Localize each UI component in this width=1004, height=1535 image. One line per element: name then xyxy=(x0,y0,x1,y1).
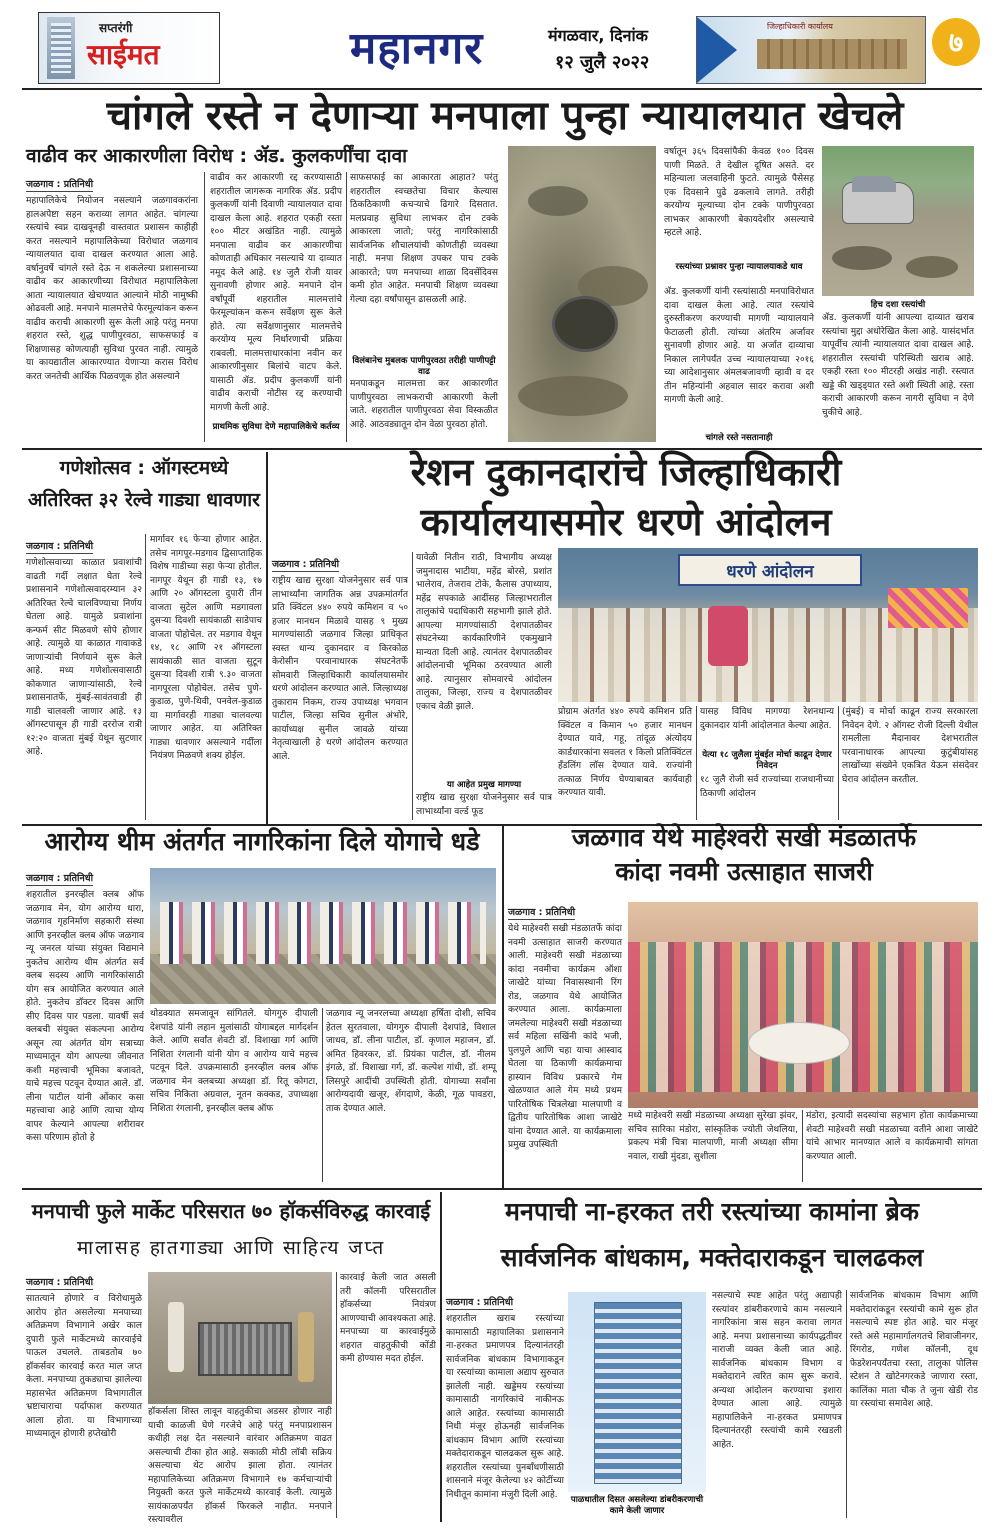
story5-dateline: जळगाव : प्रतिनिधी xyxy=(508,907,576,918)
story1-dateline: जळगाव : प्रतिनिधी xyxy=(26,179,94,190)
story1-col3-sub: विलंबानेच मुबलक पाणीपुरवठा तरीही पाणीपट्टी वाढ xyxy=(352,356,496,377)
supplement-top: सप्तरंगी xyxy=(99,21,133,35)
story2-headline-l2: अतिरिक्त ३२ रेल्वे गाड्या धावणार xyxy=(28,489,260,511)
story1-col3-text: साफसफाई का आकारता आहात? परंतु शहरातील स्वच्छतेचा विचार केल्यास ठिकठिकाणी कचऱ्याचे ढिगारे दिसतात. मलप्रवाह सुविधा लाभकर दोन टक्के आकारला जातो; परंतु नागरिकांसाठी सार्वजनिक शौचालयांची कोणतीही व्यवस्था नाही. मनपा शिक्षण उपकर पाच टक्के आकारते; पण मनपाच्या शाळा दिवसेंदिवस कमी होत आहेत. मनपाची शिक्षण व्यवस्था गेल्या दहा वर्षांपासून ढासळली आहे. xyxy=(350,173,498,305)
story4-col1-text: शहरातील इनरव्हील क्लब ऑफ जळगाव मेन, योग आरोग्य धारा, जळगाव गृहनिर्माण सहकारी संस्था आणि इनरव्हील क्लब ऑफ जळगाव न्यू जनरल यांच्या संयुक्त विद्यमाने नुकतेच आरोग्य थीम अंतर्गत सर्व क्लब सदस्य आणि नागरिकांसाठी योग सत्र आयोजित करण्यात आले होते. नुकतेच डॉक्टर दिवस आणि सीए दिवस पार पडला. यावर्षी सर्व क्लबची संयुक्त संकल्पना आरोग्य असून त्या अंतर्गत योग सत्राच्या माध्यमातून योग आपल्या जीवनात कशी महत्त्वाची भूमिका बजावते, याचे महत्त्व पटवून देण्यात आले. डॉ. लीना पाटील यांनी ओंकार कसा महत्त्वाचा आहे आणि त्याचा योग्य वापर केल्याने आपल्या शरीरावर कसा परिणाम होतो हे xyxy=(26,890,144,1143)
story7-col1 xyxy=(446,1290,564,1518)
story3-headline-l2: कार्यालयासमोर धरणे आंदोलन xyxy=(420,500,832,544)
tower-building xyxy=(594,1302,682,1484)
story1-subheadline: वाढीव कर आकारणीला विरोध : ॲड. कुलकर्णींचा दावा xyxy=(26,145,408,167)
story2-headline-l1: गणेशोत्सव : ऑगस्टमध्ये xyxy=(59,457,229,479)
masthead-ad xyxy=(696,16,926,84)
manhole-cover xyxy=(552,296,618,352)
story2-col2-text: मार्गावर १६ फेऱ्या होणार आहेत. तसेच नागपूर-मडगाव द्विसाप्ताहिक विशेष गाडीच्या सहा फेऱ्या होतील. नागपूर येथून ही गाडी १३, १७ आणि २० ऑगस्टला दुपारी तीन वाजता सुटेल आणि मडगावला दुसऱ्या दिवशी सायंकाळी साडेपाच वाजता पोहोचेल. तर मडगाव येथून १४, १८ आणि २१ ऑगस्टला सायंकाळी सात वाजता सुटून दुसऱ्या दिवशी रात्री ९.३० वाजता नागपूरला पोहोचेल. तसेच पुणे-कुडाळ, पुणे-थिवी, पनवेल-कुडाळ या मार्गावरही गाड्या चालवल्या जाणार आहेत. या अतिरिक्त गाड्या धावणार असल्याने गर्दीला नियंत्रण मिळवणे शक्य होईल. xyxy=(150,535,262,761)
story1-col4-caption: चांगले रस्ते नसतानाही xyxy=(705,433,773,443)
women-gathering-photo xyxy=(628,902,978,1108)
story1-col4-sub: रस्त्यांच्या प्रश्नावर पुन्हा न्यायालयाकडे धाव xyxy=(675,262,803,272)
car-on-damaged-road-photo xyxy=(822,146,974,296)
story3-col2-sub: या आहेत प्रमुख मागण्या xyxy=(446,780,522,790)
dharna-banner-text: धरणे आंदोलन xyxy=(726,561,814,582)
hawker-carts-photo xyxy=(148,1272,332,1404)
story1-col1 xyxy=(26,172,198,442)
dharna-banner xyxy=(678,554,862,586)
story4-headline: आरोग्य थीम अंतर्गत नागरिकांना दिले योगाचे धडे xyxy=(44,827,480,856)
story7-headline-l2: सार्वजनिक बांधकाम, मक्तेदाराकडून चालढकल xyxy=(500,1243,924,1272)
yoga-participants xyxy=(160,902,486,964)
section-title: महानगर xyxy=(350,23,484,74)
story4-dateline: जळगाव : प्रतिनिधी xyxy=(26,873,94,884)
ad-building xyxy=(757,39,907,69)
story1-car-caption: हिच दशा रस्त्यांची xyxy=(870,300,926,310)
story4-col2-text: थोडक्यात समजावून सांगितले. योगगुरु दीपाली देशपांडे यांनी लहान मुलांसाठी योगाबद्दल मार्गदर्शन केले. आणि सर्वांत शेवटी डॉ. विशाखा गर्ग आणि निशिता रंगलानी यांनी योग व आरोग्य याचे महत्त्व पटवून दिले. उपक्रमासाठी इनरव्हील क्लब ऑफ जळगाव मेन क्लबच्या अध्यक्षा डॉ. रितू कोगटा, सचिव निकिता अग्रवाल, नूतन कक्कड, उपाध्यक्षा निशिता रंगलानी, इनरव्हील क्लब ऑफ xyxy=(150,1009,318,1114)
story3-col1-text: राष्ट्रीय खाद्य सुरक्षा योजनेनुसार सर्व पात्र लाभार्थ्यांना जागतिक अन्न उपक्रमांतर्गत प्रति क्विंटल ४४० रुपये कमिशन व ५० हजार मानधन मिळावे यासह ९ मुख्य मागण्यांसाठी जळगाव जिल्हा प्राधिकृत स्वस्त धान्य दुकानदार व किरकोळ केरोसीन परवानाधारक संघटनेतर्फे सोमवारी जिल्हाधिकारी कार्यालयासमोर धरणे आंदोलन करण्यात आले. जिल्हाध्यक्ष तुकाराम निकम, राज्य उपाध्यक्ष भगवान पाटील, जिल्हा सचिव सुनील अंभोरे, कार्याध्यक्ष सुनील जावळे यांच्या नेतृत्वाखाली हे धरणे आंदोलन करण्यात आले. xyxy=(272,576,408,762)
story1-col4b-text: ॲड. कुलकर्णी यांनी रस्त्यांसाठी मनपाविरोधात दावा दाखल केला आहे. त्यात रस्त्यांचे दुरुस्तीकरण करण्याची मागणी न्यायालयाने फेटाळली होती. त्यांच्या अंतरिम अर्जावर सुनावणी होणार आहे. या अर्जात दाव्याचा निकाल लागेपर्यंत उच्च न्यायालयाच्या २०१६ च्या आदेशानुसार अंमलबजावणी व्हावी व दर तीन महिन्यांनी अहवाल सादर करावा अशी मागणी केली आहे. xyxy=(664,287,814,405)
page-number-badge xyxy=(932,18,980,66)
story6-col2-text: हॉकर्सला शिस्त लावून वाहतुकीचा अडसर होणार नाही याची काळजी घेणे गरजेचे आहे परंतु मनपाप्रशासन कधीही लक्ष देत नसल्याने वारंवार अतिक्रमण वाढत असल्याची टीका होत आहे. सकाळी मोठी लॉबी सक्रिय असल्याचा थेट आरोप झाला होता. त्यानंतर महापालिकेच्या अतिक्रमण विभागाने १७ कर्मचाऱ्यांची नियुक्ती करत फुले मार्केटमध्ये कारवाई केली. त्यामुळे सायंकाळपर्यंत हॉकर्स फिरकले नाहीत. मनपाने रस्त्यावरील xyxy=(148,1407,332,1525)
story6-headline: मनपाची फुले मार्केट परिसरात ७० हॉकर्सविरुद्ध कारवाई xyxy=(31,1199,431,1223)
story7-col1-text: शहरातील खराब रस्त्यांच्या कामासाठी महापालिका प्रशासनाने ना-हरकत प्रमाणपत्र दिल्यानंतरही सार्वजनिक बांधकाम विभागाकडून या रस्त्यांच्या कामाला अद्याप सुरुवात झालेली नाही. खड्डेमय रस्त्यांच्या कामासाठी नागरिकांचे नाकीनऊ आले आहेत. रस्त्यांच्या कामासाठी निधी मंजूर होऊनही सार्वजनिक बांधकाम विभाग आणि रस्त्यांच्या मक्तेदाराकडून चालढकल सुरू आहे. शहरातील रस्त्यांच्या पुनर्बांधणीसाठी शासनाने मंजूर केलेल्या ४२ कोटींच्या निधीतून कामांना मंजुरी दिली आहे. xyxy=(446,1314,564,1500)
story3-dateline: जळगाव : प्रतिनिधी xyxy=(272,559,340,570)
story7-col3-text: सार्वजनिक बांधकाम विभाग आणि मक्तेदारांकडून रस्त्यांची कामे सुरू होत नसल्याचे स्पष्ट होत आहे. चार मंजूर रस्ते असे महामार्गालगतचे शिवाजीनगर, रिंगरोड, गणेश कॉलनी, दूध फेडरेशनपर्यंतचा रस्ता, तालुका पोलिस स्टेशन ते खोटेनगरकडे जाणारा रस्ता, कालिंका माता चौक ते जुना खेडी रोड या रस्त्यांचा समावेश आहे. xyxy=(850,1291,978,1409)
story7-dateline: जळगाव : प्रतिनिधी xyxy=(446,1297,514,1308)
story2-col1-text: गणेशोत्सवाच्या काळात प्रवाशांची वाढती गर्दी लक्षात घेता रेल्वे प्रशासनाने गणेशोत्सवादरम्यान ३२ अतिरिक्त रेल्वे चालविण्याचा निर्णय घेतला आहे. यामुळे प्रवाशांना कन्फर्म सीट मिळवणे सोपे होणार आहे. त्यामुळे या काळात गावाकडे जाणाऱ्यांची निर्णयाने सुरू केले आहे. मध्य गणेशोत्सवासाठी कोकणात जाणाऱ्यांसाठी, रेल्वे प्रशासनातर्फे, मुंबई-सावंतवाडी ही गाडी चालवली जाणार आहे. १३ ऑगस्टपासून ही गाडी दररोज रात्री १२:२० वाजता मुंबई येथून सुटणार आहे. xyxy=(26,558,142,757)
date-line-1: मंगळवार, दिनांक xyxy=(548,26,648,45)
supplement-badge xyxy=(38,12,220,84)
story3-col3-text: प्रोग्राम अंतर्गत ४४० रुपये कमिशन प्रति क्विंटल व किमान ५० हजार मानधन देण्यात यावे, गहू, तांदूळ अंत्योदय कार्डधारकांना सवलत १ किलो प्रतिक्विंटल हँडलिंग लॉस देण्यात यावे. राज्यांनी तत्काळ निर्णय घेण्याबाबत कार्यवाही करण्यात यावी. xyxy=(558,707,692,798)
date-line-2: १२ जुलै २०२२ xyxy=(555,52,650,73)
dharna-protest-photo xyxy=(558,548,978,702)
building-icon xyxy=(47,17,75,79)
story6-col3-text: कारवाई केली जात असली तरी कॉलनी परिसरातील हॉकर्सच्या नियंत्रण आणण्याची आवश्यकता आहे. मनपाच्या या कारवाईमुळे शहरात वाहतुकीची कोंडी कमी होण्यास मदत होईल. xyxy=(340,1273,436,1364)
story1-col1-text: महापालिकेचे नियोजन नसल्याने जळगावकरांना हालअपेष्टा सहन कराव्या लागत आहेत. चांगल्या रस्त्यांचे स्वप्न दाखवूनही वास्तवात प्रशासन काहीही करत नसल्याने महापालिकेच्या विरोधात जळगाव न्यायालयात दावा दाखल करण्यात आला आहे. वर्षानुवर्षे चांगले रस्ते देऊ न शकलेल्या प्रशासनाच्या वाढीव कर आकारणीच्या विरोधात महापालिकेला आता न्यायालयात खेचण्यात आल्याने मोठी नामुष्की ओढवली आहे. मनपाने मालमत्तेचे फेरमूल्यांकन करून वाढीव कराची आकारणी सुरू केली आहे परंतु मनपा शहरात रस्ते, शुद्ध पाणीपुरवठा, साफसफाई व शिक्षणासह कोणत्याही सुविधा पुरवत नाही. त्यामुळे या कायद्यातील आकारण्यात येणाऱ्या करास विरोध करत जनतेची आर्थिक पिळवणूक होत असल्याने xyxy=(26,196,198,382)
story1-col4-text: वर्षातून ३६५ दिवसांपैकी केवळ १०० दिवस पाणी मिळते. ते देखील दूषित असते. दर महिन्याला जलवाहिनी फुटते. त्यामुळे पैसेसह एक दिवसाने पुढे ढकलावे लागते. तरीही करयोग्य मूल्याच्या दोन टक्के पाणीपुरवठा लाभकर आकारणी बेकायदेशीर असल्याचे म्हटले आहे. xyxy=(664,147,814,238)
page-number: ७ xyxy=(948,26,964,59)
supplement-brand: साईमत xyxy=(87,38,160,71)
story1-headline: चांगले रस्ते न देणाऱ्या मनपाला पुन्हा न्यायालयात खेचले xyxy=(106,93,904,139)
story1-col2-text: वाढीव कर आकारणी रद्द करण्यासाठी शहरातील जागरूक नागरिक ॲड. प्रदीप कुलकर्णी यांनी दिवाणी न्यायालयात दावा दाखल केला आहे. शहरात एकही रस्ता १०० मीटर अखंडित नाही. त्यामुळे मनपाला वाढीव कर आकारणीचा कोणताही अधिकार नसल्याचे या दाव्यात नमूद केले आहे. १४ जुलै रोजी यावर सुनावणी होणार आहे. मनपाने दोन वर्षांपूर्वी शहरातील मालमत्तांचे फेरमूल्यांकन करून सर्वेक्षण सुरू केले होते. त्या सर्वेक्षणानुसार मालमत्तेचे करयोग्य मूल्य निर्धारणाची प्रक्रिया राबवली. मालमत्ताधारकांना नवीन कर आकारणीनुसार बिलांचे वाटप केले. यासाठी ॲड. प्रदीप कुलकर्णी यांनी वाढीव कराची नोटीस रद्द करण्याची मागणी केली आहे. xyxy=(210,173,342,413)
road-potholes-photo xyxy=(508,146,656,442)
story1-col5-text: ॲड. कुलकर्णी यांनी आपल्या दाव्यात खराब रस्त्यांचा मुद्दा अधोरेखित केला आहे. यासंदर्भात यापूर्वीच त्यांनी न्यायालयात दावा दाखल आहे. शहरातील रस्त्यांची परिस्थिती खराब आहे. एकही रस्ता १०० मीटरही अखंड नाही. रस्त्यात खड्डे की खड्ड्यात रस्ते अशी स्थिती आहे. रस्ता कराची आकारणी करून नागरी सुविधा न देणे चुकीचे आहे. xyxy=(822,313,974,418)
story3-col5-text: (मुंबई) व मोर्चा काढून राज्य सरकारला निवेदन देणे. २ ऑगस्ट रोजी दिल्ली येथील रामलीला मैदानावर देशभरातील परवानाधारक आपल्या कुटुंबीयांसह लाखोंच्या संख्येने एकत्रित येऊन संसदेवर घेराव आंदोलन करतील. xyxy=(842,707,978,785)
handcart xyxy=(198,1322,292,1376)
story3-col2b-text: राष्ट्रीय खाद्य सुरक्षा योजनेनुसार सर्व पात्र लाभार्थ्यांना वर्ल्ड फूड xyxy=(416,793,552,817)
story5-col2-text: मध्ये माहेश्वरी सखी मंडळाच्या अध्यक्षा सुरेखा झंवर, सचिव सारिका मंडोरा, सांस्कृतिक ज्योती जेथलिया, प्रकल्प मंत्री चित्रा मालपाणी, माजी अध्यक्षा सीमा नवाल, राखी मुंदडा, सुशीला xyxy=(628,1111,798,1162)
story6-col1-text: सातत्याने होणारे व विरोधामुळे आरोप होत असलेल्या मनपाच्या अतिक्रमण विभागाने अखेर काल दुपारी फुले मार्केटमध्ये कारवाईचे पाऊल उचलले. ताबडतोब ७० हॉकर्सवर कारवाई करत माल जप्त केला. मनपाच्या तुकड्याचा झालेल्या महासभेत अतिक्रमण विभागातील भ्रष्टाचाराचा पर्दाफाश करण्यात आला होता. या विभागाच्या माध्यमातून होणारी हप्तेखोरी xyxy=(26,1294,142,1439)
seated-women xyxy=(628,942,978,1092)
story6-dateline: जळगाव : प्रतिनिधी xyxy=(26,1277,94,1288)
story7-col2-text: नसल्याचे स्पष्ट आहेत परंतु अद्यापही रस्त्यांवर डांबरीकरणाचे काम नसल्याने नागरिकांना त्रास सहन करावा लागत आहे. मनपा प्रशासनाच्या कार्यपद्धतीवर नाराजी व्यक्त केली जात आहे. सार्वजनिक बांधकाम विभाग व मक्तेदाराने त्वरित काम सुरू करावे. अन्यथा आंदोलन करण्याचा इशारा देण्यात आला आहे. त्यामुळे महापालिकेने ना-हरकत प्रमाणपत्र दिल्यानंतरही रस्त्यांची कामे रखडली आहेत. xyxy=(712,1291,842,1450)
story2-dateline: जळगाव : प्रतिनिधी xyxy=(26,541,94,552)
story3-col1 xyxy=(272,552,408,820)
ad-text: जिल्हाधिकारी कार्यालय xyxy=(767,22,833,31)
story6-subheadline: मालासह हातगाड्या आणि साहित्य जप्त xyxy=(76,1237,386,1259)
story3-col2-text: यावेळी नितीन राठी, विभागीय अध्यक्ष जमुनादास भाटीया, महेंद्र बोरसे, प्रशांत भालेराव, तेजराव टोके, कैलास उपाध्याय, महेंद्र सपकाळे आदींसह जिल्हाभरातील तालुकांचे पदाधिकारी सहभागी झाले होते. आपल्या मागण्यांसाठी देशपातळीवर संघटनेच्या कार्यकारिणीने एकमुखाने मान्यता दिली आहे. त्यानंतर देशपातळीवर आंदोलनाची भूमिका ठरवण्यात आली आहे. त्यानुसार सोमवारचे आंदोलन तालुका, जिल्हा, राज्य व देशपातळीवर एकाच वेळी झाले. xyxy=(416,553,552,712)
story5-col3-text: मंडोरा, इत्यादी सदस्यांचा सहभाग होता कार्यक्रमाच्या शेवटी माहेश्वरी सखी मंडळाच्या वतीने आशा जाखेटे यांचे आभार मानण्यात आले व कार्यक्रमाची सांगता करण्यात आली. xyxy=(806,1111,978,1162)
office-building-photo xyxy=(568,1292,706,1492)
story5-headline-l1: जळगाव येथे माहेश्वरी सखी मंडळातर्फे xyxy=(571,823,917,852)
masthead xyxy=(0,0,1004,88)
story3-col4-sub: येत्या १८ जुलैला मुंबईत मोर्चा काढून देणार निवेदन xyxy=(702,750,832,771)
story4-col1 xyxy=(26,866,144,1182)
story4-col3-text: जळगाव न्यू जनरलच्या अध्यक्षा हर्षिता दोशी, सचिव हेतल सुरतवाला, योगगुरु दीपाली देशपांडे, विशाल जाधव, डॉ. लीना पाटील, डॉ. कृणाल महाजन, डॉ. अमित हिवरकर, डॉ. प्रियंका पाटील, डॉ. नीलम इंगळे, डॉ. विशाखा गर्ग, डॉ. कल्पेश गांधी, डॉ. शम्पू लिसपुरे आदींची उपस्थिती होती. योगाच्या सर्वांना आरोग्यदायी खजूर, शेंगदाणे, केळी, गूळ पावडरा, ताक देण्यात आले. xyxy=(326,1009,496,1114)
story7-photo-caption: पाळधातील दिसत असलेल्या डांबरीकरणाची कामे केली जाणार xyxy=(570,1495,704,1516)
yoga-group-photo xyxy=(150,868,496,1004)
story7-headline-l1: मनपाची ना-हरकत तरी रस्त्यांच्या कामांना ब्रेक xyxy=(505,1197,919,1226)
story5-col1-text: येथे माहेश्वरी सखी मंडळातर्फे कांदा नवमी उत्साहात साजरी करण्यात आली. माहेश्वरी सखी मंडळाच्या कांदा नवमीचा कार्यक्रम ऑशा जाखेटे यांच्या निवासस्थानी रिंग रोड, जळगाव येथे आयोजित करण्यात आला. कार्यक्रमाला जमलेल्या माहेश्वरी सखी मंडळाच्या सर्व महिला सखिंनी कांदे भजी, पुलपुले आणि चहा याचा आस्वाद घेतला या ठिकाणी कार्यक्रमाचा हास्यान विविध प्रकारचे गेम खेळण्यात आले गेम मध्ये प्रथम पारितोषिक चित्रलेखा मालपाणी व द्वितीय पारितोषिक आशा जाखेटे यांना देण्यात आले. या कार्यक्रमाला प्रमुख उपस्थिती xyxy=(508,924,622,1150)
story3-col4b-text: १८ जुलै रोजी सर्व राज्यांच्या राजधानीच्या ठिकाणी आंदोलन xyxy=(700,775,834,799)
story5-headline-l2: कांदा नवमी उत्साहात साजरी xyxy=(615,857,873,886)
story1-col2-sub: प्राथमिक सुविधा देणे महापालिकेचे कर्तव्य xyxy=(212,422,340,432)
story2-col1 xyxy=(26,534,142,820)
story3-headline-l1: रेशन दुकानदारांचे जिल्हाधिकारी xyxy=(410,450,842,494)
story3-col4-text: यासह विविध मागण्या रेशनधान्य दुकानदार यांनी आंदोलनात केल्या आहेत. xyxy=(700,707,834,731)
story1-col3b-text: मनपाकडून मालमत्ता कर आकारणीत पाणीपुरवठा लाभकराची आकारणी केली जाते. शहरातील पाणीपुरवठा सेवा विस्कळीत आहे. आठवड्यातून दोन वेळा पुरवठा होतो. xyxy=(350,379,498,430)
story5-col1 xyxy=(508,900,622,1182)
story6-col1 xyxy=(26,1270,142,1518)
